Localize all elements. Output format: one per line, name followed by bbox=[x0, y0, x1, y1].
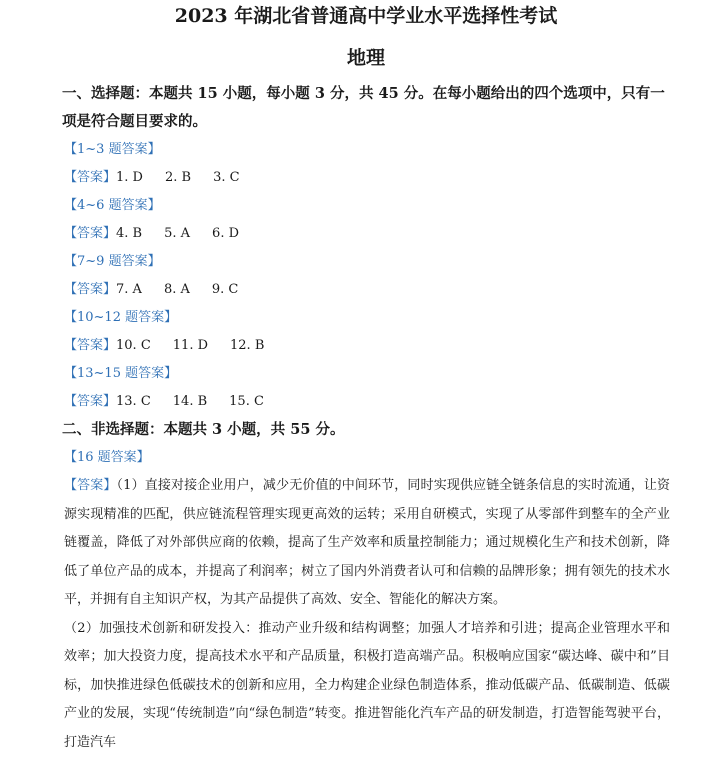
answer-tag: 【答案】 bbox=[64, 338, 116, 353]
answer-row bbox=[62, 388, 670, 416]
answer-group-label: 【13~15 题答案】 bbox=[62, 360, 670, 388]
answer-row bbox=[62, 220, 670, 248]
answer-group-label: 【1~3 题答案】 bbox=[62, 136, 670, 164]
answer-item: 3. C bbox=[213, 170, 239, 185]
answer-item: 1. D bbox=[116, 170, 143, 185]
answer-item: 5. A bbox=[164, 226, 190, 241]
answer-group-label: 【4~6 题答案】 bbox=[62, 192, 670, 220]
answer-item: 11. D bbox=[173, 338, 208, 353]
q16-label: 【16 题答案】 bbox=[62, 444, 670, 472]
answer-tag: 【答案】 bbox=[64, 170, 116, 185]
answer-row bbox=[62, 164, 670, 192]
answer-row bbox=[62, 332, 670, 360]
answer-row bbox=[62, 276, 670, 304]
answer-item: 2. B bbox=[165, 170, 191, 185]
answer-item: 7. A bbox=[116, 282, 142, 297]
section2-heading: 二、非选择题：本题共 3 小题，共 55 分。 bbox=[62, 416, 670, 444]
answer-tag: 【答案】 bbox=[64, 226, 116, 241]
q16-answer-part2: （2）加强技术创新和研发投入：推动产业升级和结构调整；加强人才培养和引进；提高企业管理水平和效率；加大投资力度，提高技术水平和产品质量，积极打造高端产品。积极响应国家“碳达峰、碳中和”目标，加快推进绿色低碳技术的创新和应用，全力构建企业绿色制造体系，推动低碳产品、低碳制造、低碳产业的发展，实现“传统制造”向“绿色制造”转变。推进智能化汽车产品的研发制造，打造智能驾驶平台，打造汽车 bbox=[62, 615, 670, 757]
answer-item: 15. C bbox=[229, 394, 264, 409]
answer-group-label: 【7~9 题答案】 bbox=[62, 248, 670, 276]
q16-answer-part1 bbox=[62, 472, 670, 615]
answer-tag: 【答案】 bbox=[64, 478, 117, 493]
answer-item: 8. A bbox=[164, 282, 190, 297]
answer-item: 13. C bbox=[116, 394, 151, 409]
answer-item: 9. C bbox=[212, 282, 238, 297]
section1-heading-line2: 项是符合题目要求的。 bbox=[62, 108, 670, 136]
answer-item: 4. B bbox=[116, 226, 142, 241]
answer-item: 10. C bbox=[116, 338, 151, 353]
answer-group-label: 【10~12 题答案】 bbox=[62, 304, 670, 332]
section1-heading-line1: 一、选择题：本题共 15 小题，每小题 3 分，共 45 分。在每小题给出的四个选项中，只有一 bbox=[62, 80, 670, 108]
answer-tag: 【答案】 bbox=[64, 394, 116, 409]
q16-part1-text: （1）直接对接企业用户，减少无价值的中间环节，同时实现供应链全链条信息的实时流通，让资源实现精准的匹配，供应链流程管理实现更高效的运转；采用自研模式，实现了从零部件到整车的全产业链覆盖，降低了对外部供应商的依赖，提高了生产效率和质量控制能力；通过规模化生产和技术创新，降低了单位产品的成本，并提高了利润率；树立了国内外消费者认可和信赖的品牌形象；拥有领先的技术水平，并拥有自主知识产权，为其产品提供了高效、安全、智能化的解决方案。 bbox=[64, 478, 670, 607]
subject-title: 地理 bbox=[62, 46, 670, 70]
answer-tag: 【答案】 bbox=[64, 282, 116, 297]
exam-title: 2023 年湖北省普通高中学业水平选择性考试 bbox=[62, 0, 670, 28]
answer-item: 6. D bbox=[212, 226, 239, 241]
answer-item: 12. B bbox=[230, 338, 264, 353]
answer-item: 14. B bbox=[173, 394, 207, 409]
